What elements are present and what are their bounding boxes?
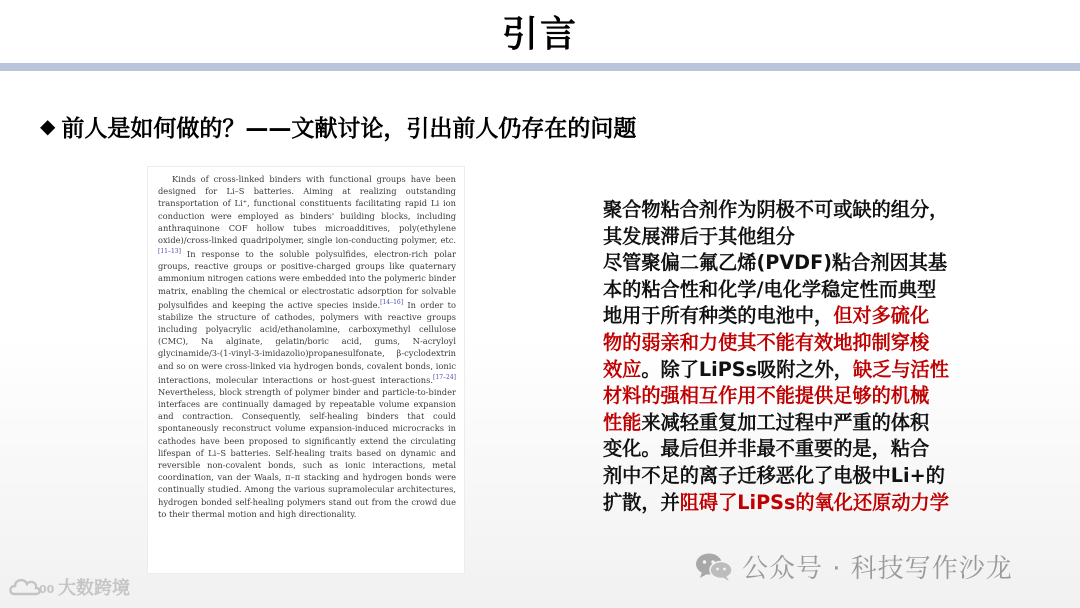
summary-line: 其发展滞后于其他组分 (603, 224, 795, 248)
cloud-logo-icon (8, 574, 54, 600)
watermark-text: 公众号 · 科技写作沙龙 (742, 554, 1013, 584)
excerpt-text-4: Nevertheless, block strength of polymer binder and particle-to-binder interfaces are continually damaged by repeatable volume expansion and contraction. Consequently, self-healing binders that could spontaneously reconstruct volume expansion-induced microcracks in cathodes have been proposed to significantly extend the circulating lifespan of Li–S batteries. Self-healing traits based on dynamic and reversible non-covalent bonds, such as ionic interactions, metal coordination, van der Waals, π–π stacking and hydrogen bonds were continually studied. Among the various supramolecular architectures, hydrogen bonded self-healing polymers stand out from the crowd due to their thermal motion and high directionality. (158, 386, 456, 519)
literature-excerpt (147, 166, 465, 574)
summary-line (603, 303, 1005, 330)
excerpt-text-1: Kinds of cross-linked binders with functional groups have been designed for Li–S batteries. Aiming at realizing outstanding transportation of Li⁺, functional constituents facilitating rapid Li ion conduction were employed as binders' building blocks, including anthraquinone COF hollow tubes microadditives, poly(ethylene oxide)/cross-linked quadripolymer, single ion-conducting polymer, etc. (158, 174, 456, 246)
section-heading-text: 前人是如何做的？——文献讨论，引出前人仍存在的问题 (61, 115, 637, 142)
summary-highlight-line: 材料的强相互作用不能提供足够的机械 (603, 384, 930, 408)
summary-line (603, 357, 1005, 384)
citation-ref: [11–13] (158, 248, 181, 256)
title-divider (0, 63, 1080, 71)
summary-line (603, 490, 1005, 517)
summary-highlight: 但对多硫化 (833, 304, 930, 328)
citation-ref: [17–24] (433, 373, 456, 381)
summary-highlight-line: 物的弱亲和力使其不能有效地抑制穿梭 (603, 330, 930, 354)
slide-title: 引言 (501, 13, 578, 55)
summary-line (603, 410, 1005, 437)
wechat-icon (694, 551, 734, 583)
summary-highlight: 性能 (603, 410, 642, 434)
brand-logo (8, 574, 130, 600)
logo-text: 大数跨境 (58, 578, 130, 599)
excerpt-text-3: In order to stabilize the structure of cathodes, polymers with reactive groups including polyacrylic acid/ethanolamine, carboxymethyl cellulose (CMC), Na alginate, gelatin/boric acid, gums, N-acryloyl glycinamide/3-(1-vinyl-3-imidazolio)propanesulfonate, β-cyclodextrin and so on were cross-linked via hydrogen bonds, covalent bonds, ionic interactions, molecular interactions or host-guest interactions. (158, 299, 457, 385)
title-bar (0, 0, 1080, 62)
diamond-bullet-icon: ◆ (40, 114, 56, 138)
citation-ref: [14–16] (380, 298, 404, 306)
summary-text: 。除了LiPSs吸附之外， (641, 357, 853, 381)
summary-highlight: 效应 (603, 357, 642, 381)
summary-text: 地用于所有种类的电池中， (603, 304, 834, 328)
summary-highlight: 缺乏与活性 (852, 357, 949, 381)
excerpt-text-2: In response to the soluble polysulfides, electron-rich polar groups, reactive groups or positive-charged groups like quaternary ammonium nitrogen cations were embedded into the polymeric binder matrix, enabling the chemical or electrostatic adsorption for solvable polysulfides and keeping the active species inside. (158, 248, 456, 310)
summary-line: 聚合物粘合剂作为阴极不可或缺的组分， (603, 198, 949, 221)
excerpt-paragraph (158, 173, 456, 520)
summary-text-block (603, 197, 1005, 516)
summary-line: 剂中不足的离子迁移恶化了电极中Li+的 (603, 463, 945, 487)
summary-line: 尽管聚偏二氟乙烯(PVDF)粘合剂因其基 (603, 251, 948, 275)
summary-line: 变化。最后但并非最不重要的是，粘合 (603, 437, 930, 461)
wechat-watermark (694, 548, 1013, 585)
summary-text: 扩散，并 (603, 490, 680, 514)
summary-text: 来减轻重复加工过程中严重的体积 (641, 410, 930, 434)
svg-text:00: 00 (39, 583, 54, 596)
summary-line: 本的粘合性和化学/电化学稳定性而典型 (603, 277, 937, 301)
summary-highlight: 阻碍了LiPSs的氧化还原动力学 (679, 490, 949, 514)
section-heading (40, 108, 636, 144)
